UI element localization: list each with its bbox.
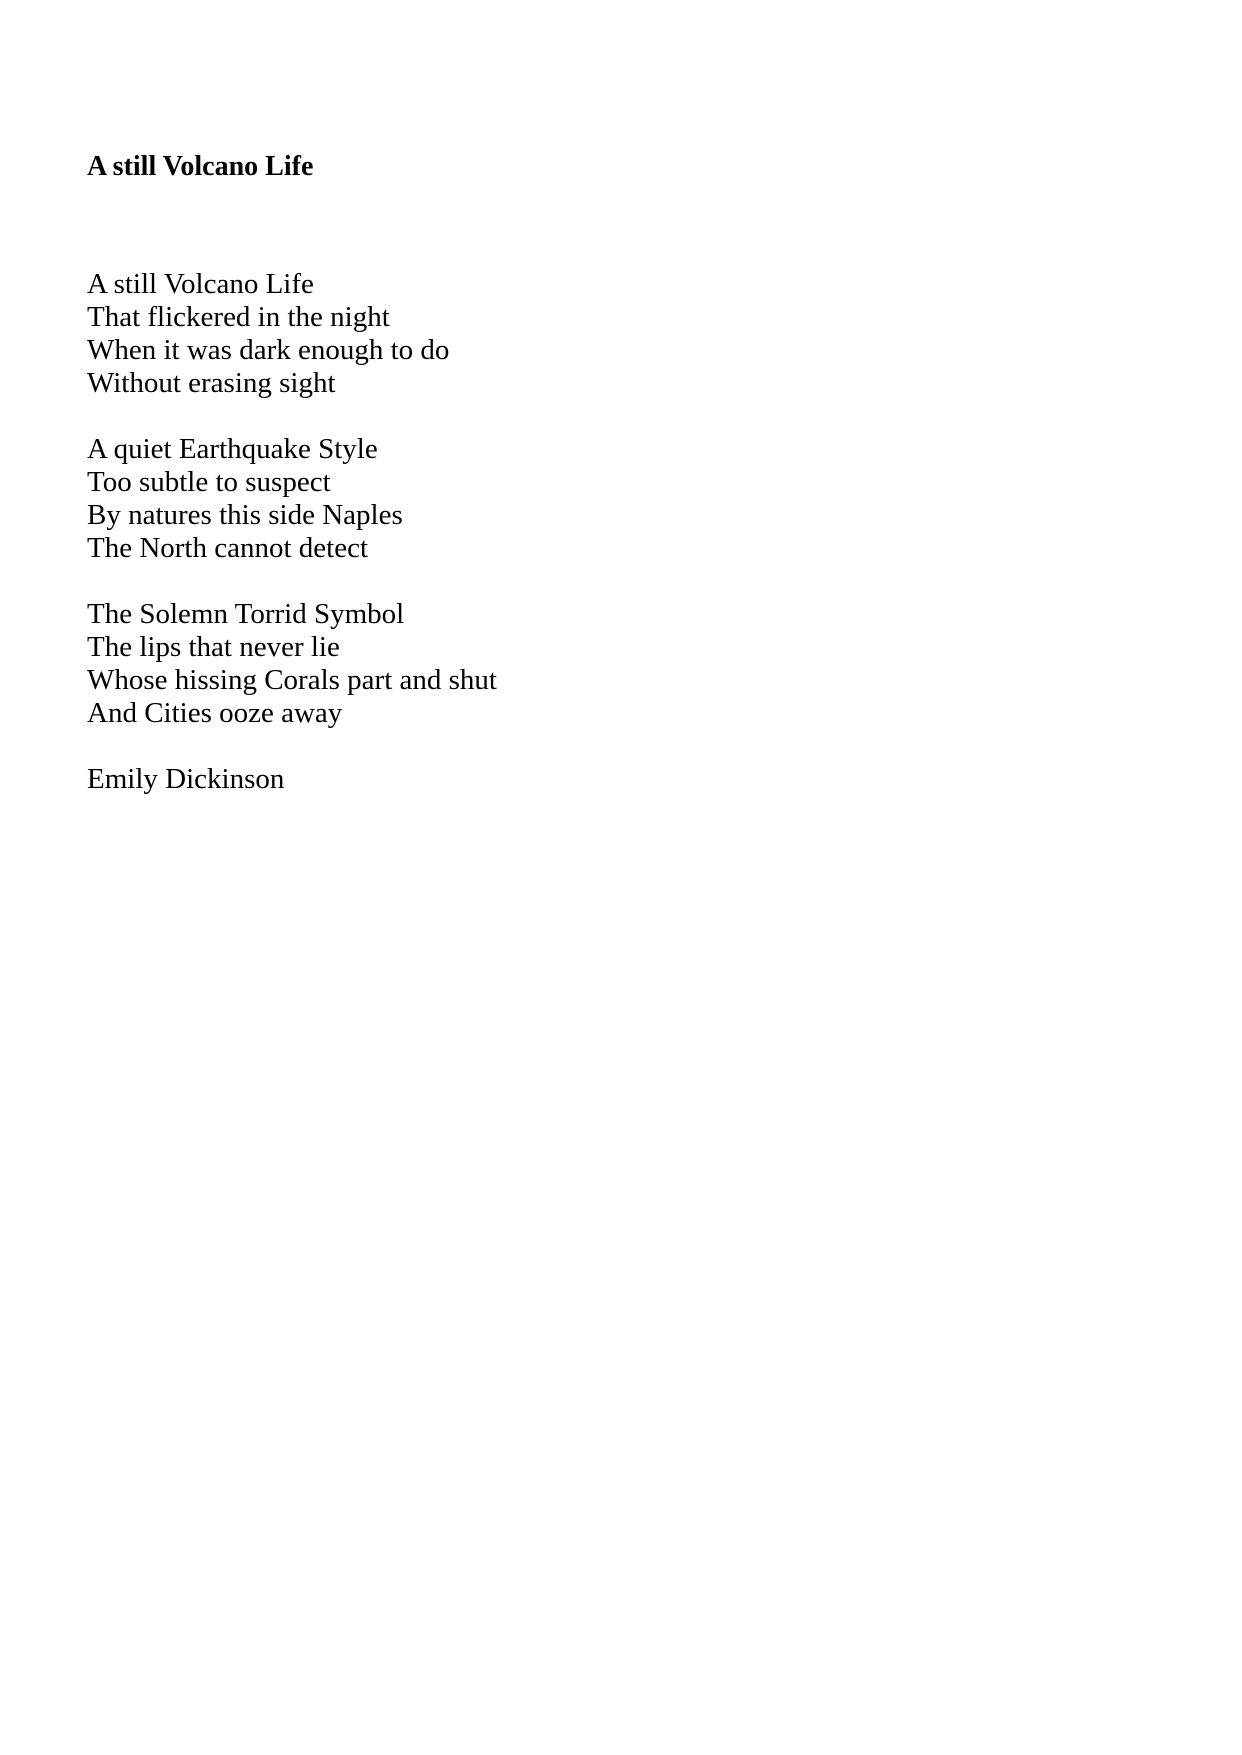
poem-line: And Cities ooze away (87, 697, 343, 729)
poem-line: Too subtle to suspect (87, 466, 331, 498)
poem-line: The Solemn Torrid Symbol (87, 598, 405, 630)
poem-line: The lips that never lie (87, 631, 340, 663)
poem-line: Without erasing sight (87, 367, 336, 399)
stanza-3 (87, 598, 497, 730)
stanza-2 (87, 433, 497, 565)
poem-title: A still Volcano Life (87, 151, 314, 182)
poem-line: A still Volcano Life (87, 268, 314, 300)
poem-line: The North cannot detect (87, 532, 369, 564)
stanza-1 (87, 268, 497, 400)
poem-line: That flickered in the night (87, 301, 390, 333)
poem-line: By natures this side Naples (87, 499, 403, 531)
poem-line: When it was dark enough to do (87, 334, 450, 366)
poem-author: Emily Dickinson (87, 763, 285, 795)
poem-line: Whose hissing Corals part and shut (87, 664, 497, 696)
poem-line: A quiet Earthquake Style (87, 433, 378, 465)
poem-body (87, 268, 497, 796)
